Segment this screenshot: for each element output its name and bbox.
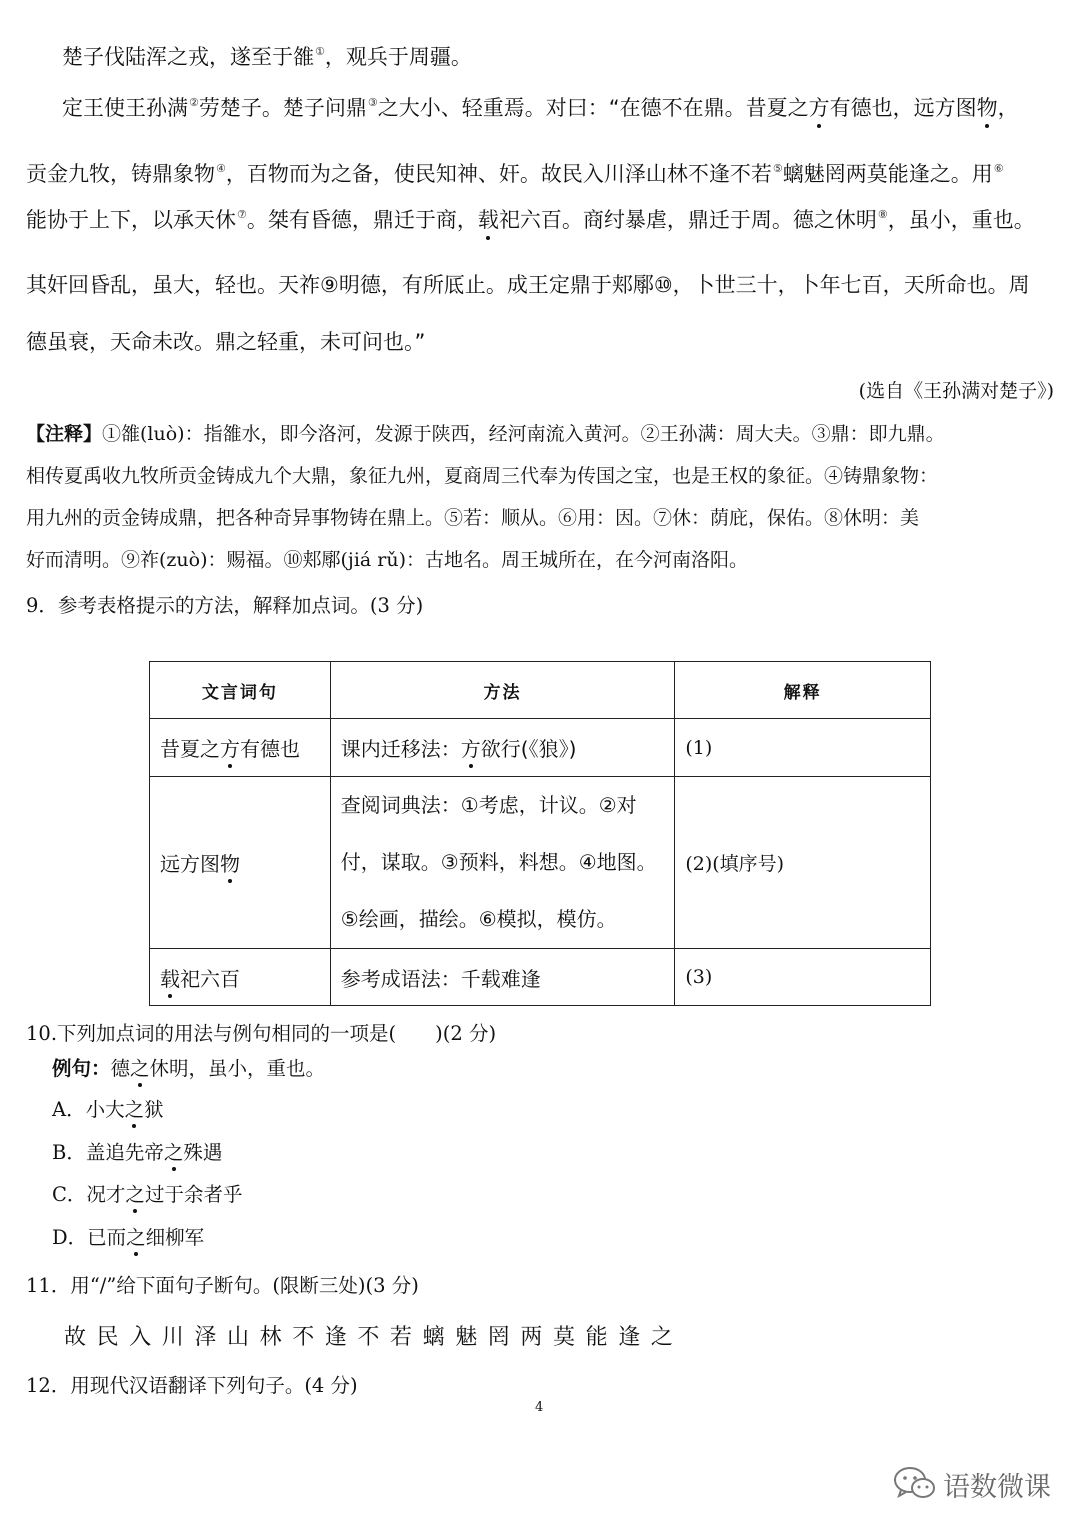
table-row: [150, 719, 931, 777]
passage-line-2: 定王使王孙满②劳楚子。楚子问鼎③之大小、轻重焉。对曰：“在德不在鼎。昔夏之方有德也，远方图物，: [62, 92, 1019, 122]
dotted-char: 之: [125, 1094, 145, 1122]
method-table: [149, 661, 931, 1006]
question-11: 11．用“/”给下面句子断句。(限断三处)(3 分): [26, 1274, 419, 1297]
question-9: 9．参考表格提示的方法，解释加点词。(3 分): [26, 594, 424, 617]
notes-line-1: 【注释】①雒(luò)：指雒水，即今洛河，发源于陕西，经河南流入黄河。②王孙满：周大夫。③鼎：即九鼎。: [26, 423, 945, 445]
wechat-icon: [893, 1465, 937, 1503]
notes-line-3: 用九州的贡金铸成鼎，把各种奇异事物铸在鼎上。⑤若：顺从。⑥用：因。⑦休：荫庇，保佑。⑧休明：美: [26, 507, 920, 529]
table-cell-answer: (2)(填序号): [675, 777, 931, 949]
passage-line-1: 楚子伐陆浑之戎，遂至于雒①，观兵于周疆。: [62, 45, 472, 69]
table-cell-method: 参考成语法：千载难逢: [330, 949, 675, 1006]
watermark-text: 语数微课: [943, 1472, 1051, 1503]
table-cell-phrase: 载祀六百: [150, 949, 331, 1006]
dotted-char: 方: [809, 92, 830, 122]
dotted-char: 之: [164, 1137, 184, 1165]
dotted-char: 物: [220, 848, 240, 877]
passage-source: (选自《王孙满对楚子》): [858, 380, 1054, 402]
table-cell-phrase: 昔夏之方有德也: [150, 719, 331, 777]
dotted-char: 物: [977, 92, 998, 122]
dotted-char: 方: [461, 733, 481, 762]
dotted-char: 方: [220, 733, 240, 762]
table-row: [150, 777, 931, 949]
question-10: 10.下列加点词的用法与例句相同的一项是( )(2 分): [26, 1022, 497, 1045]
table-cell-method: 课内迁移法：方欲行(《狼》): [330, 719, 675, 777]
table-cell-answer: (1): [675, 719, 931, 777]
notes-label: 【注释】: [26, 423, 103, 445]
passage-line-3: 贡金九牧，铸鼎象物④，百物而为之备，使民知神、奸。故民入川泽山林不逢不若⑤螭魅罔两莫能逢之。用⑥: [26, 162, 1004, 186]
question-10-example: 例句：德之休明，虽小，重也。: [52, 1053, 325, 1081]
table-cell-method: 查阅词典法：①考虑，计议。②对 付，谋取。③预料，料想。④地图。 ⑤绘画，描绘。⑥模拟，模仿。: [330, 777, 675, 949]
table-header: 方法: [330, 662, 675, 719]
dotted-char: 之: [130, 1053, 150, 1081]
table-header: 解释: [675, 662, 931, 719]
table-row: [150, 949, 931, 1006]
notes-line-4: 好而清明。⑨祚(zuò)：赐福。⑩郏鄏(jiá rǔ)：古地名。周王城所在，在今河南洛阳。: [26, 549, 748, 571]
question-12: 12．用现代汉语翻译下列句子。(4 分): [26, 1374, 358, 1397]
dotted-char: 载: [478, 204, 499, 234]
table-header-row: [150, 662, 931, 719]
dotted-char: 之: [126, 1222, 146, 1250]
passage-line-4: 能协于上下，以承天休⑦。桀有昏德，鼎迁于商，载祀六百。商纣暴虐，鼎迁于周。德之休明⑧，虽小，重也。: [26, 204, 1035, 234]
option-b[interactable]: B．盖追先帝之殊遇: [52, 1137, 222, 1165]
dotted-char: 载: [160, 963, 180, 992]
passage-line-6: 德虽衰，天命未改。鼎之轻重，未可问也。”: [26, 330, 426, 354]
option-d[interactable]: D．已而之细柳军: [52, 1222, 204, 1250]
table-cell-phrase: 远方图物: [150, 777, 331, 949]
passage-line-5: 其奸回昏乱，虽大，轻也。天祚⑨明德，有所厎止。成王定鼎于郏鄏⑩，卜世三十，卜年七百，天所命也。周: [26, 273, 1030, 297]
table-cell-answer: (3): [675, 949, 931, 1006]
dotted-char: 之: [125, 1179, 145, 1207]
option-c[interactable]: C．况才之过于余者乎: [52, 1179, 242, 1207]
option-a[interactable]: A．小大之狱: [52, 1094, 164, 1122]
page-number: 4: [535, 1400, 544, 1415]
question-11-sentence: 故民入川泽山林不逢不若螭魅罔两莫能逢之: [64, 1325, 684, 1350]
notes-line-2: 相传夏禹收九牧所贡金铸成九个大鼎，象征九州，夏商周三代奉为传国之宝，也是王权的象征。④铸鼎象物：: [26, 465, 939, 487]
table-header: 文言词句: [150, 662, 331, 719]
